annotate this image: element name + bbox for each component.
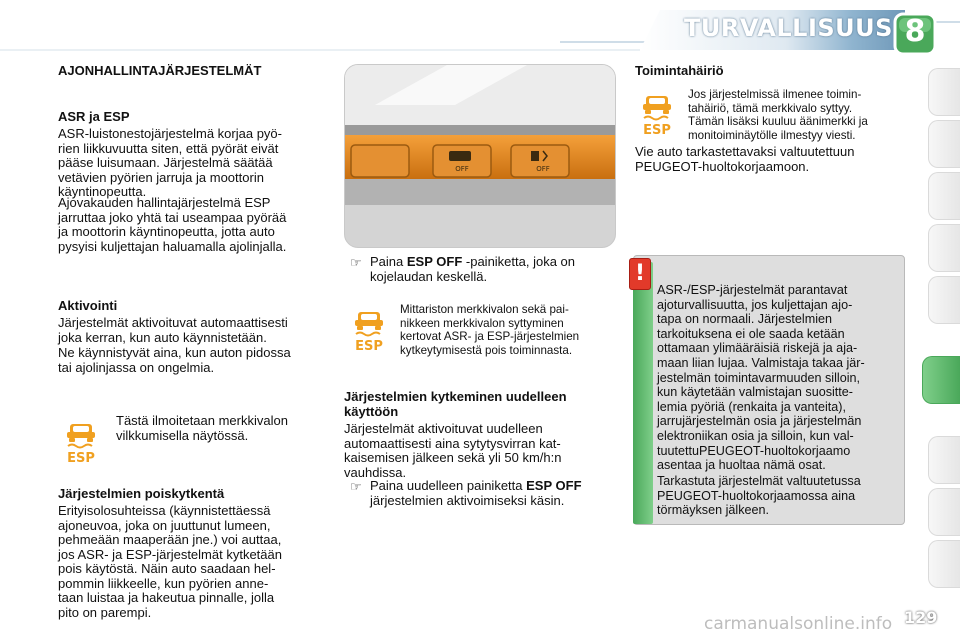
esp-malfunction-icon: [640, 92, 674, 136]
chapter-tab[interactable]: [928, 488, 960, 536]
chapter-number: 8: [904, 14, 926, 49]
svg-text:ESP: ESP: [643, 123, 671, 136]
esp-off-button-photo: [344, 64, 616, 248]
chapter-tab[interactable]: [928, 172, 960, 220]
activation-icon-text: Tästä ilmoitetaan merkkivalon vilkkumisella näytössä.: [116, 413, 288, 443]
chapter-title: TURVALLISUUS: [684, 14, 893, 42]
bullet-symbol: ☞: [350, 479, 362, 494]
asr-esp-paragraph-1: ASR-luistonestojärjestelmä korjaa pyö- rien liikkuvuutta siten, että pyörät eivät pääse luisumaan. Järjestelmä säätää vetävien pyörien jarruja ja moottorin käyntinopeutta.: [58, 126, 282, 199]
reactivation-heading: Järjestelmien kytkeminen uudelleen käyttöön: [344, 389, 567, 419]
warning-exclamation-icon: !: [629, 258, 651, 290]
activation-paragraph-1: Järjestelmät aktivoituvat automaattisesti joka kerran, kun auto käynnistetään.: [58, 315, 288, 345]
esp-off-instruction: Paina ESP OFF -painiketta, joka on kojelaudan keskellä.: [370, 254, 576, 284]
chapter-tab[interactable]: [928, 436, 960, 484]
warning-accent-bar: [633, 262, 653, 524]
malfunction-paragraph: Vie auto tarkastettavaksi valtuutettuun PEUGEOT-huoltokorjaamoon.: [635, 144, 855, 174]
activation-paragraph-2: Ne käynnistyvät aina, kun auton pidossa tai ajolinjassa on ongelmia.: [58, 345, 291, 375]
disable-heading: Järjestelmien poiskytkentä: [58, 486, 225, 501]
activation-heading: Aktivointi: [58, 298, 118, 313]
chapter-tab-active[interactable]: [922, 356, 960, 404]
warning-paragraph-1: ASR-/ESP-järjestelmät parantavat ajoturvallisuutta, jos kuljettajan ajo- tapa on normaali. Järjestelmien tarkoituksena ei ole saada ketään ottamaan ylimääräisiä riskejä ja aja- maan liian lujaa. Valmistaja takaa jär- jestelmän toimintavarmuuden silloin, kun käytetään valmistajan suositte- lemia pyöriä (renkaita ja vanteita), jarrujärjestelmän osia ja järjestelmän elektroniikan osia ja silloin, kun val- tuutettuPEUGEOT-huoltokorjaamo asentaa ja huoltaa nämä osat.: [657, 283, 865, 473]
malfunction-heading: Toimintahäiriö: [635, 63, 724, 78]
esp-off-icon-text: Mittariston merkkivalon sekä pai- nikkeen merkkivalon syttyminen kertovat ASR- ja ESP-järjestelmien kytkeytymisestä pois toiminnasta.: [400, 303, 580, 357]
watermark: carmanualsonline.info: [704, 614, 893, 634]
bullet-symbol: ☞: [350, 255, 362, 270]
esp-off-warning-icon: [352, 308, 386, 352]
section-title: AJONHALLINTAJÄRJESTELMÄT: [58, 63, 262, 78]
chapter-tab[interactable]: [928, 276, 960, 324]
reactivation-paragraph: Järjestelmät aktivoituvat uudelleen automaattisesti aina sytytysvirran kat- kaisemisen jälkeen sekä yli 50 km/h:n vauhdissa.: [344, 421, 562, 480]
chapter-tab[interactable]: [928, 540, 960, 588]
reactivation-instruction: Paina uudelleen painiketta ESP OFF järjestelmien aktivoimiseksi käsin.: [370, 478, 582, 508]
chapter-tab[interactable]: [928, 224, 960, 272]
page-number: 129: [904, 608, 938, 627]
asr-esp-paragraph-2: Ajovakauden hallintajärjestelmä ESP jarruttaa joko yhtä tai useampaa pyörää ja moottorin käyntinopeutta, jotta auto pysyisi kuljettajan haluamalla ajolinjalla.: [58, 195, 287, 254]
svg-text:ESP: ESP: [355, 339, 383, 352]
svg-text:OFF: OFF: [536, 165, 550, 173]
svg-text:OFF: OFF: [455, 165, 469, 173]
esp-warning-icon: [64, 420, 98, 464]
chapter-tabs: [924, 68, 960, 588]
disable-paragraph: Erityisolosuhteissa (käynnistettäessä ajoneuvoa, joka on juuttunut lumeen, pehmeään maaperään jne.) voi auttaa, jos ASR- ja ESP-järjestelmät kytketään pois käytöstä. Näin auto saadaan hel- pommin liikkeelle, kun pyörien anne- taan luistaa ja hakeutua pinnalle, jolla pito on parempi.: [58, 503, 282, 620]
malfunction-icon-text: Jos järjestelmissä ilmenee toimin- tahäiriö, tämä merkkivalo syttyy. Tämän lisäksi kuuluu äänimerkki ja monitoiminäytölle ilmestyy viesti.: [688, 88, 868, 142]
warning-paragraph-2: Tarkastuta järjestelmät valtuutetussa PEUGEOT-huoltokorjaamossa aina törmäyksen jälkeen.: [657, 474, 861, 518]
chapter-tab[interactable]: [928, 120, 960, 168]
svg-text:ESP: ESP: [67, 451, 95, 464]
chapter-tab[interactable]: [928, 68, 960, 116]
dashboard-illustration: [345, 65, 616, 248]
asr-esp-heading: ASR ja ESP: [58, 109, 130, 124]
